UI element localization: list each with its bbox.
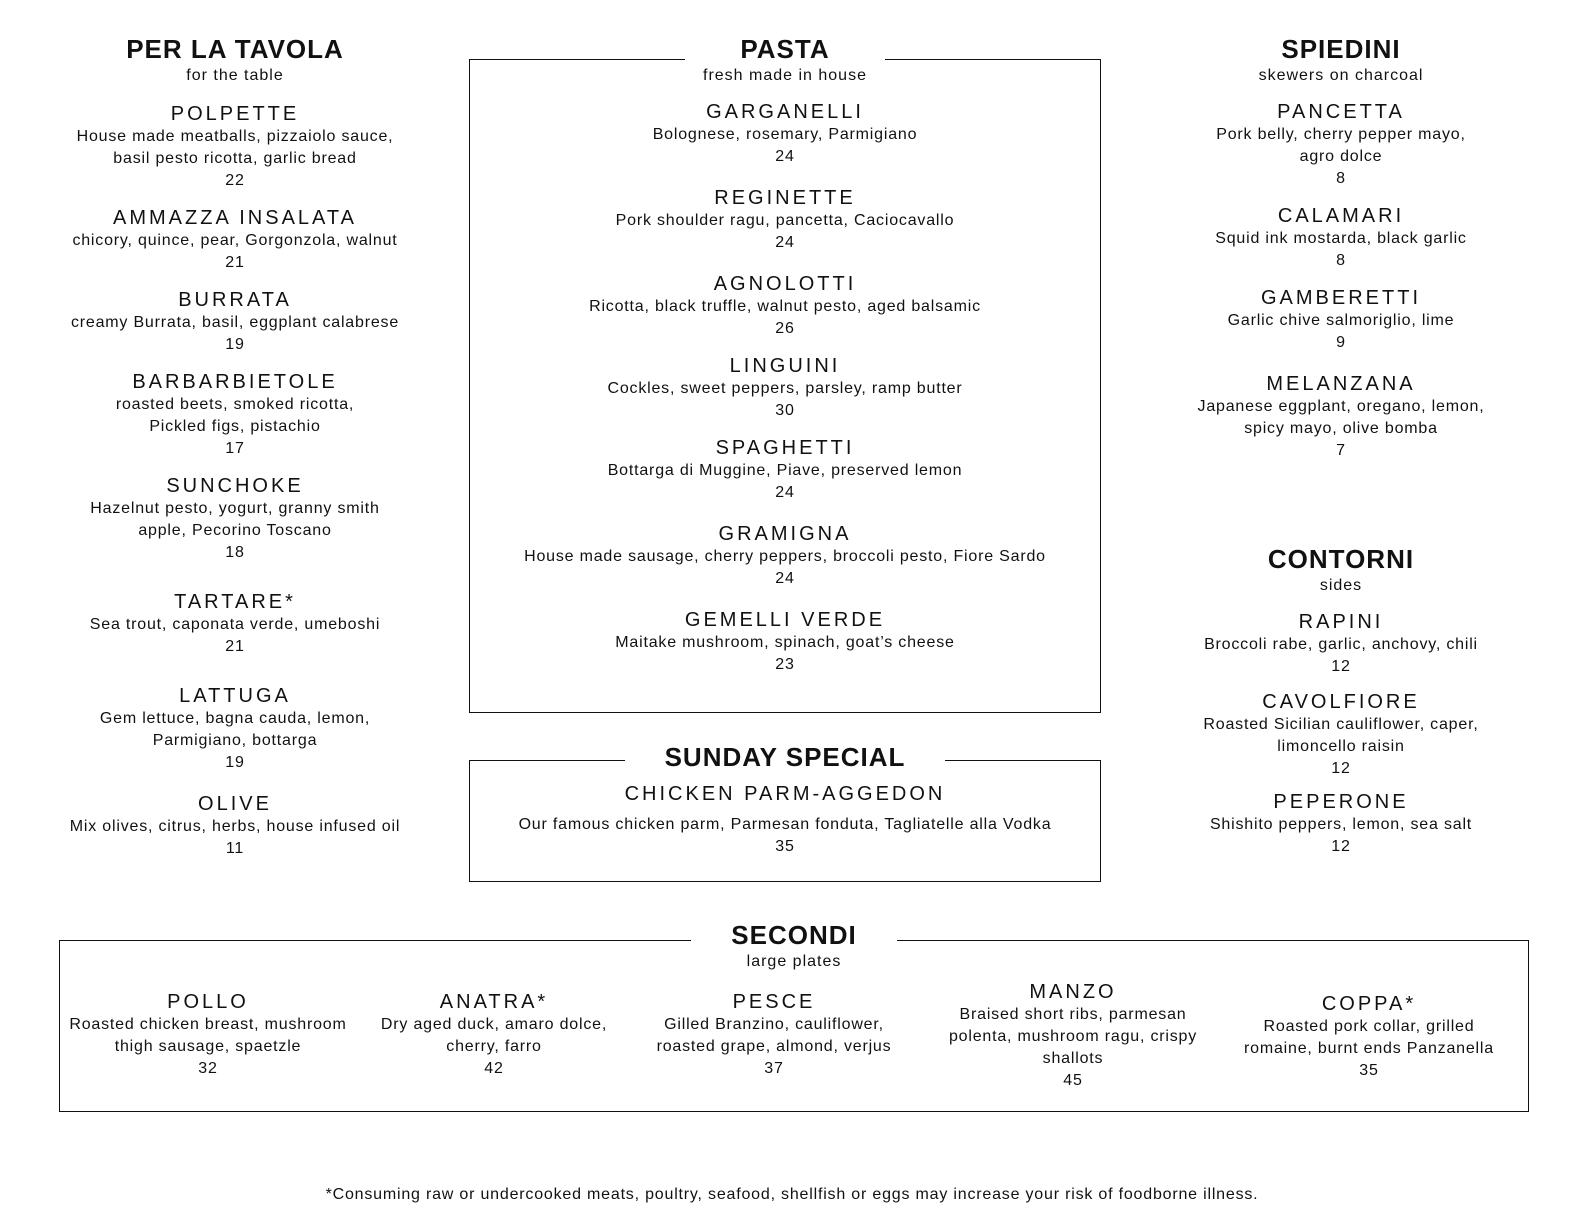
section-title: SPIEDINI bbox=[1281, 34, 1401, 64]
menu-item bbox=[469, 354, 1101, 422]
item-name: GRAMIGNA bbox=[718, 523, 852, 545]
section-subtitle: large plates bbox=[746, 953, 842, 970]
item-description: Pork shoulder ragu, pancetta, Caciocavallo bbox=[615, 212, 955, 229]
item-description: Braised short ribs, parmesan polenta, mushroom ragu, crispy shallots bbox=[948, 1006, 1198, 1067]
menu-item bbox=[469, 522, 1101, 590]
item-price: 12 bbox=[1331, 838, 1351, 855]
item-name: CALAMARI bbox=[1277, 205, 1405, 227]
item-description: Ricotta, black truffle, walnut pesto, aged balsamic bbox=[589, 298, 981, 315]
item-name: SUNCHOKE bbox=[166, 475, 304, 497]
item-price: 45 bbox=[1063, 1072, 1083, 1089]
item-description: Mix olives, citrus, herbs, house infused oil bbox=[69, 818, 401, 835]
menu-item bbox=[40, 474, 430, 564]
item-description: Squid ink mostarda, black garlic bbox=[1215, 230, 1467, 247]
item-price: 24 bbox=[775, 570, 795, 587]
item-price: 19 bbox=[225, 754, 245, 771]
item-description: Roasted pork collar, grilled romaine, burnt ends Panzanella bbox=[1244, 1018, 1494, 1057]
item-name: TARTARE* bbox=[174, 591, 296, 613]
item-price: 24 bbox=[775, 234, 795, 251]
item-name: OLIVE bbox=[198, 793, 272, 815]
item-price: 19 bbox=[225, 336, 245, 353]
item-name: POLLO bbox=[167, 991, 249, 1013]
menu-item bbox=[1186, 790, 1496, 858]
section-subtitle: fresh made in house bbox=[703, 67, 867, 84]
item-price: 8 bbox=[1336, 170, 1346, 187]
item-description: Pork belly, cherry pepper mayo, agro dolce bbox=[1216, 126, 1466, 165]
menu-item bbox=[40, 370, 430, 460]
item-name: POLPETTE bbox=[170, 103, 300, 125]
section-subtitle: sides bbox=[1319, 577, 1363, 594]
item-price: 18 bbox=[225, 544, 245, 561]
item-description: chicory, quince, pear, Gorgonzola, walnut bbox=[72, 232, 398, 249]
item-description: Japanese eggplant, oregano, lemon, spicy mayo, olive bomba bbox=[1197, 398, 1485, 437]
section-title: SECONDI bbox=[731, 920, 857, 950]
item-price: 35 bbox=[775, 838, 795, 855]
item-name: PANCETTA bbox=[1277, 101, 1405, 123]
item-price: 24 bbox=[775, 148, 795, 165]
item-price: 9 bbox=[1336, 334, 1346, 351]
item-description: creamy Burrata, basil, eggplant calabrese bbox=[70, 314, 400, 331]
item-price: 22 bbox=[225, 172, 245, 189]
section-title: PER LA TAVOLA bbox=[126, 34, 344, 64]
section-title: PASTA bbox=[740, 34, 830, 64]
item-name: BARBARBIETOLE bbox=[132, 371, 338, 393]
menu-item bbox=[1186, 286, 1496, 354]
item-name: LINGUINI bbox=[729, 355, 841, 377]
item-description: Gilled Branzino, cauliflower, roasted grape, almond, verjus bbox=[656, 1016, 892, 1055]
item-description: Bolognese, rosemary, Parmigiano bbox=[652, 126, 918, 143]
menu-item bbox=[1186, 100, 1496, 190]
item-name: REGINETTE bbox=[714, 187, 856, 209]
item-price: 23 bbox=[775, 656, 795, 673]
item-description: roasted beets, smoked ricotta, Pickled figs, pistachio bbox=[115, 396, 355, 435]
item-price: 26 bbox=[775, 320, 795, 337]
menu-item bbox=[469, 100, 1101, 168]
spiedini-section bbox=[1186, 34, 1496, 462]
pasta-section bbox=[469, 34, 1101, 676]
item-name: CAVOLFIORE bbox=[1262, 691, 1420, 713]
section-subtitle: for the table bbox=[186, 67, 284, 84]
item-price: 8 bbox=[1336, 252, 1346, 269]
item-name: PESCE bbox=[732, 991, 816, 1013]
item-price: 7 bbox=[1336, 442, 1346, 459]
menu-item bbox=[1186, 372, 1496, 462]
item-description: Our famous chicken parm, Parmesan fonduta, Tagliatelle alla Vodka bbox=[518, 816, 1052, 833]
item-name: AMMAZZA INSALATA bbox=[113, 207, 357, 229]
item-description: Sea trout, caponata verde, umeboshi bbox=[89, 616, 381, 633]
menu-item-list bbox=[469, 100, 1101, 676]
item-description: Shishito peppers, lemon, sea salt bbox=[1209, 816, 1473, 833]
menu-item bbox=[948, 980, 1198, 1092]
item-price: 21 bbox=[225, 254, 245, 271]
section-subtitle: skewers on charcoal bbox=[1258, 67, 1424, 84]
menu-item bbox=[1234, 992, 1504, 1082]
item-price: 37 bbox=[764, 1060, 784, 1077]
menu-item bbox=[644, 990, 904, 1080]
item-description: Maitake mushroom, spinach, goat’s cheese bbox=[615, 634, 955, 651]
menu-item bbox=[1186, 690, 1496, 780]
item-name: AGNOLOTTI bbox=[713, 273, 857, 295]
item-price: 32 bbox=[198, 1060, 218, 1077]
item-description: Hazelnut pesto, yogurt, granny smith apple, Pecorino Toscano bbox=[90, 500, 380, 539]
footnote: *Consuming raw or undercooked meats, poultry, seafood, shellfish or eggs may increase your risk of foodborne illness. bbox=[325, 1186, 1259, 1203]
section-title: CONTORNI bbox=[1267, 544, 1415, 574]
item-description: Bottarga di Muggine, Piave, preserved lemon bbox=[607, 462, 963, 479]
item-price: 12 bbox=[1331, 658, 1351, 675]
menu-item-list bbox=[40, 102, 430, 860]
item-price: 42 bbox=[484, 1060, 504, 1077]
menu-item bbox=[469, 782, 1101, 858]
item-name: GARGANELLI bbox=[706, 101, 864, 123]
menu-item-list bbox=[1186, 100, 1496, 462]
item-description: Garlic chive salmoriglio, lime bbox=[1227, 312, 1455, 329]
menu-item bbox=[469, 608, 1101, 676]
item-price: 17 bbox=[225, 440, 245, 457]
menu-item bbox=[469, 186, 1101, 254]
item-name: COPPA* bbox=[1321, 993, 1417, 1015]
item-description: Broccoli rabe, garlic, anchovy, chili bbox=[1204, 636, 1478, 653]
menu-item-list bbox=[1186, 610, 1496, 858]
item-name: BURRATA bbox=[178, 289, 292, 311]
item-name: LATTUGA bbox=[179, 685, 291, 707]
item-name: GEMELLI VERDE bbox=[684, 609, 886, 631]
menu-item bbox=[469, 272, 1101, 340]
secondi-header bbox=[59, 920, 1529, 972]
item-price: 30 bbox=[775, 402, 795, 419]
sunday-special-section bbox=[469, 742, 1101, 858]
per-la-tavola-section bbox=[40, 34, 430, 860]
item-description: House made sausage, cherry peppers, broccoli pesto, Fiore Sardo bbox=[524, 548, 1046, 565]
item-price: 21 bbox=[225, 638, 245, 655]
menu-item bbox=[40, 792, 430, 860]
item-name: RAPINI bbox=[1298, 611, 1384, 633]
item-price: 11 bbox=[225, 840, 245, 857]
item-name: SPAGHETTI bbox=[715, 437, 855, 459]
item-description: Dry aged duck, amaro dolce, cherry, farro bbox=[380, 1016, 608, 1055]
item-name: CHICKEN PARM-AGGEDON bbox=[624, 783, 946, 805]
item-name: MELANZANA bbox=[1266, 373, 1416, 395]
menu-item bbox=[1186, 610, 1496, 678]
menu-item bbox=[1186, 204, 1496, 272]
item-price: 35 bbox=[1359, 1062, 1379, 1079]
menu-item bbox=[40, 206, 430, 274]
contorni-section bbox=[1186, 544, 1496, 858]
menu-item bbox=[40, 288, 430, 356]
item-name: ANATRA* bbox=[439, 991, 549, 1013]
menu-item bbox=[469, 436, 1101, 504]
menu-item bbox=[40, 102, 430, 192]
item-description: Gem lettuce, bagna cauda, lemon, Parmigiano, bottarga bbox=[99, 710, 371, 749]
item-description: Roasted Sicilian cauliflower, caper, limoncello raisin bbox=[1203, 716, 1479, 755]
menu-item bbox=[58, 990, 358, 1080]
item-name: MANZO bbox=[1029, 981, 1117, 1003]
item-name: PEPERONE bbox=[1273, 791, 1409, 813]
item-description: Roasted chicken breast, mushroom thigh sausage, spaetzle bbox=[69, 1016, 347, 1055]
item-price: 12 bbox=[1331, 760, 1351, 777]
menu-item bbox=[40, 590, 430, 658]
menu-item bbox=[369, 990, 619, 1080]
menu-item bbox=[40, 684, 430, 774]
item-description: Cockles, sweet peppers, parsley, ramp butter bbox=[607, 380, 963, 397]
item-description: House made meatballs, pizzaiolo sauce, basil pesto ricotta, garlic bread bbox=[76, 128, 394, 167]
section-title: SUNDAY SPECIAL bbox=[664, 742, 906, 772]
item-price: 24 bbox=[775, 484, 795, 501]
item-name: GAMBERETTI bbox=[1260, 287, 1421, 309]
